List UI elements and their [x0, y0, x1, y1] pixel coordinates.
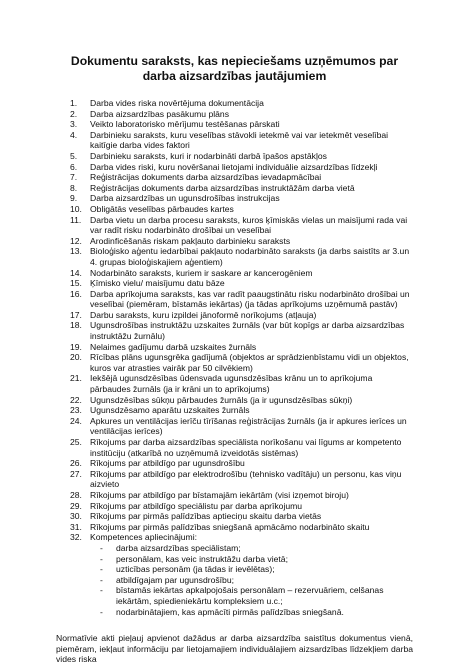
- list-item: 27. Rīkojums par atbildīgo par elektrodrošību (tehnisko vadītāju) un personu, kas viņu aizvieto: [70, 468, 402, 490]
- list-item: 18. Ugunsdrošības instruktāžu uzskaites žurnāls (var būt kopīgs ar darba aizsardzības instruktāžu žurnālu): [70, 320, 405, 342]
- sub-list-item: - personālam, kas veic instruktāžu darba vietā;: [100, 554, 413, 565]
- sub-list-item: - atbildīgajam par ugunsdrošību;: [100, 575, 413, 586]
- list-item: 3. Veikto laboratorisko mērījumu testēšanas pārskati: [70, 119, 280, 130]
- list-item: 21. Iekšējā ugunsdzēsības ūdensvada ugunsdzēsības krānu un to aprīkojuma pārbaudes žurnāls (ja ir krāni un to aprīkojums): [70, 373, 373, 395]
- document-list: [56, 98, 413, 617]
- list-item: 13. Bioloģisko aģentu iedarbībai pakļauto nodarbināto saraksts (ja darbs saistīts ar 3.un 4. grupas bioloģiskajiem aģentiem): [70, 246, 410, 267]
- list-item: 10. Obligātās veselības pārbaudes kartes: [70, 203, 234, 214]
- list-item: 2. Darba aizsardzības pasākumu plāns: [70, 108, 230, 119]
- list-item: 15. Ķīmisko vielu/ maisījumu datu bāze: [70, 278, 225, 289]
- list-item: 9. Darba aizsardzības un ugunsdrošības instrukcijas: [70, 193, 280, 204]
- list-item: 6. Darba vides riski, kuru novēršanai lietojami individuālie aizsardzības līdzekļi: [70, 161, 378, 172]
- list-item: 24. Apkures un ventilācijas ierīču tīrīšanas reģistrācijas žurnāls (ja ir apkures ierīces un ventilācijas ierīces): [70, 415, 407, 437]
- sub-list-item: - uzticības personām (ja tādas ir ievēlētas);: [100, 564, 413, 575]
- list-item: 5. Darbinieku saraksts, kuri ir nodarbināti darbā īpašos apstākļos: [70, 150, 327, 161]
- document-title: Dokumentu saraksts, kas nepieciešams uzņēmumos par darba aizsardzības jautājumiem: [70, 54, 399, 83]
- list-item: 4. Darbinieku saraksts, kuru veselības stāvokli ietekmē vai var ietekmēt veselībai kaitīgie darba vides faktori: [70, 129, 389, 151]
- list-item: 28. Rīkojums par atbildīgo par bīstamajām iekārtām (visi izņemot biroju): [70, 489, 349, 500]
- list-item: 8. Reģistrācijas dokuments darba aizsardzības instruktāžām darba vietā: [70, 182, 355, 193]
- list-item: 32. Kompetences apliecinājumi: - darba aizsardzības speciālistam; - personālam, kas veic instruktāžu darba vietā; - uzticības personām (ja tādas ir ievēlētas); - atbildīgajam par ugunsdrošību; - bīstamās iekārtas apkalpojošais personālam – rezervuāriem, celšanas iekārtām, spiedieniekārtu kompleksiem u.c.; - nodarbinātajiem, kas apmācīti pirmās palīdzības sniegšanā.: [56, 532, 413, 617]
- closing-paragraph: Normatīvie akti pieļauj apvienot dažādus ar darba aizsardzība saistītus dokumentus vienā, piemēram, iekļaut informāciju par lietojamajiem individuālajiem aizsardzības līdzekļiem darba vides riska: [56, 633, 413, 665]
- sub-list-item: - darba aizsardzības speciālistam;: [100, 543, 413, 554]
- list-item: 11. Darba vietu un darba procesu saraksts, kuros ķīmiskās vielas un maisījumi rada vai var radīt risku nodarbināto drošībai un veselībai: [70, 214, 408, 236]
- list-item: 30. Rīkojums par pirmās palīdzības aptieciņu skaitu darba vietās: [70, 511, 322, 522]
- list-item: 7. Reģistrācijas dokuments darba aizsardzības ievadapmācībai: [70, 172, 322, 183]
- sub-list-item: - nodarbinātajiem, kas apmācīti pirmās palīdzības sniegšanā.: [100, 607, 413, 618]
- list-item: 17. Darbu saraksts, kuru izpildei jānoformē norīkojums (atļauja): [70, 309, 317, 320]
- list-item: 29. Rīkojums par atbildīgo speciālistu par darba aprīkojumu: [70, 500, 303, 511]
- list-item: 25. Rīkojums par darba aizsardzības speciālista norīkošanu vai līgums ar kompetento institūciju (atkarībā no uzņēmumā izveidotās sistēmas): [70, 437, 402, 458]
- list-item: 19. Nelaimes gadījumu darbā uzskaites žurnāls: [70, 341, 257, 352]
- list-item: 22. Ugunsdzēsības sūkņu pārbaudes žurnāls (ja ir ugunsdzēsības sūkņi): [70, 394, 353, 405]
- list-item: 16. Darba aprīkojuma saraksts, kas var radīt paaugstinātu risku nodarbināto drošībai un veselībai (piemēram, bīstamās iekārtas) (ja tādas aprīkojums uzņēmumā pastāv): [70, 288, 410, 310]
- list-item: 12. Arodinficēšanās riskam pakļauto darbinieku saraksts: [70, 235, 291, 246]
- list-item: 26. Rīkojums par atbildīgo par ugunsdrošību: [70, 458, 245, 469]
- list-item: 31. Rīkojums par pirmās palīdzības sniegšanā apmācāmo nodarbināto skaitu: [70, 521, 370, 532]
- sub-list-item: - bīstamās iekārtas apkalpojošais personālam – rezervuāriem, celšanas iekārtām, spiedieniekārtu kompleksiem u.c.;: [100, 585, 413, 606]
- list-item: 20. Rīcības plāns ugunsgrēka gadījumā (objektos ar sprādzienbīstamu vidi un objektos, kuros var atrasties vairāk par 50 cilvēkiem): [70, 352, 409, 373]
- competence-sub-list: [90, 543, 413, 617]
- list-item: 1. Darba vides riska novērtējuma dokumentācija: [70, 98, 264, 108]
- list-item: 14. Nodarbināto saraksts, kuriem ir saskare ar kancerogēniem: [70, 267, 313, 278]
- list-item: 23. Ugunsdzēsamo aparātu uzskaites žurnāls: [70, 405, 250, 416]
